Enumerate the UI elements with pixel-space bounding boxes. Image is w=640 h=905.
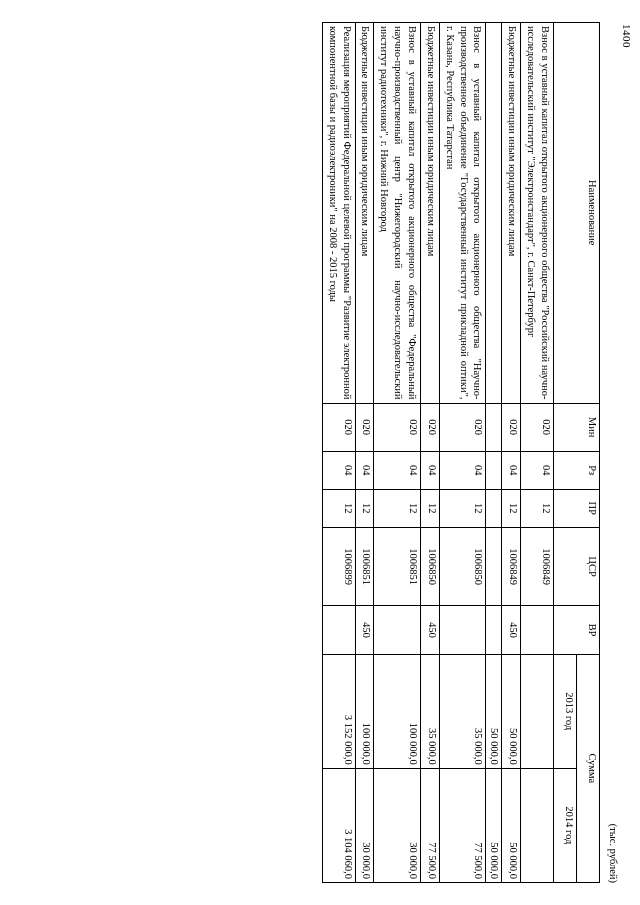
header-pr: ПР	[554, 489, 600, 527]
header-name: Наименование	[554, 23, 600, 404]
row-name: Реализация мероприятий Федеральной целевой программы "Развитие электронной компонентной базы и радиоэлектроники" на 2008 - 2015 годы	[322, 23, 355, 404]
units-note: (тыс. рублей)	[607, 823, 618, 883]
row-vr	[374, 606, 421, 654]
row-year1: 35 000,0	[420, 654, 439, 768]
row-csr: 1006850	[420, 527, 439, 606]
header-csr: ЦСР	[554, 527, 600, 606]
row-pr: 12	[420, 489, 439, 527]
budget-table	[322, 22, 600, 883]
row-rz: 04	[374, 451, 421, 489]
table-row	[439, 23, 486, 883]
row-vr	[486, 606, 502, 654]
row-year2	[521, 768, 554, 882]
row-name: Взнос в уставный капитал открытого акционерного общества "Научно-производственное объединение "Государственный институт прикладной оптики", г. Казань, Республика Татарстан	[439, 23, 486, 404]
row-rz: 04	[322, 451, 355, 489]
table-row	[521, 23, 554, 883]
row-vr: 450	[502, 606, 521, 654]
table-row	[322, 23, 355, 883]
page-number: 1400	[620, 24, 632, 48]
row-min: 020	[420, 403, 439, 451]
row-year1: 3 152 000,0	[322, 654, 355, 768]
row-year2: 77 500,0	[420, 768, 439, 882]
row-pr: 12	[502, 489, 521, 527]
row-vr: 450	[355, 606, 374, 654]
row-rz: 04	[439, 451, 486, 489]
row-name: Взнос в уставный капитал открытого акционерного общества "Российский научно-исследовательский институт "Электронстандарт", г. Санкт-Петербург	[521, 23, 554, 404]
row-year1	[521, 654, 554, 768]
row-rz: 04	[355, 451, 374, 489]
row-year2: 50 000,0	[502, 768, 521, 882]
row-year2: 50 000,0	[486, 768, 502, 882]
row-rz: 04	[521, 451, 554, 489]
row-year1: 35 000,0	[439, 654, 486, 768]
row-pr: 12	[439, 489, 486, 527]
row-name	[486, 23, 502, 404]
header-rz: Рз	[554, 451, 600, 489]
row-min: 020	[521, 403, 554, 451]
table-row	[486, 23, 502, 883]
row-csr: 1006851	[355, 527, 374, 606]
row-min: 020	[355, 403, 374, 451]
header-sum-group: Сумма	[577, 654, 600, 882]
row-year1: 100 000,0	[374, 654, 421, 768]
row-pr: 12	[322, 489, 355, 527]
budget-table-container	[322, 22, 600, 883]
table-row	[374, 23, 421, 883]
row-vr: 450	[420, 606, 439, 654]
row-pr	[486, 489, 502, 527]
row-csr: 1006849	[521, 527, 554, 606]
row-name: Бюджетные инвестиции иным юридическим лицам	[420, 23, 439, 404]
row-vr	[439, 606, 486, 654]
row-rz: 04	[420, 451, 439, 489]
row-pr: 12	[374, 489, 421, 527]
row-min	[486, 403, 502, 451]
row-min: 020	[502, 403, 521, 451]
row-csr	[486, 527, 502, 606]
table-header-row-1	[577, 23, 600, 883]
row-year1: 50 000,0	[502, 654, 521, 768]
row-min: 020	[439, 403, 486, 451]
row-year2: 30 000,0	[374, 768, 421, 882]
table-row	[420, 23, 439, 883]
header-vr: ВР	[554, 606, 600, 654]
row-rz	[486, 451, 502, 489]
row-vr	[521, 606, 554, 654]
row-vr	[322, 606, 355, 654]
row-csr: 1006850	[439, 527, 486, 606]
row-csr: 1006851	[374, 527, 421, 606]
row-name: Бюджетные инвестиции иным юридическим лицам	[502, 23, 521, 404]
table-row	[502, 23, 521, 883]
row-csr: 1006849	[502, 527, 521, 606]
row-pr: 12	[521, 489, 554, 527]
row-name: Бюджетные инвестиции иным юридическим лицам	[355, 23, 374, 404]
row-name: Взнос в уставный капитал открытого акционерного общества "Федеральный научно-производственный центр "Нижегородский научно-исследовательский институт радиотехники", г. Нижний Новгород	[374, 23, 421, 404]
header-year-2013: 2013 год	[554, 654, 577, 768]
row-csr: 1006899	[322, 527, 355, 606]
header-min: Мин	[554, 403, 600, 451]
row-rz: 04	[502, 451, 521, 489]
row-year1: 100 000,0	[355, 654, 374, 768]
row-min: 020	[374, 403, 421, 451]
row-pr: 12	[355, 489, 374, 527]
row-year1: 50 000,0	[486, 654, 502, 768]
row-year2: 77 500,0	[439, 768, 486, 882]
header-year-2014: 2014 год	[554, 768, 577, 882]
table-row	[355, 23, 374, 883]
row-min: 020	[322, 403, 355, 451]
row-year2: 30 000,0	[355, 768, 374, 882]
row-year2: 3 104 060,0	[322, 768, 355, 882]
